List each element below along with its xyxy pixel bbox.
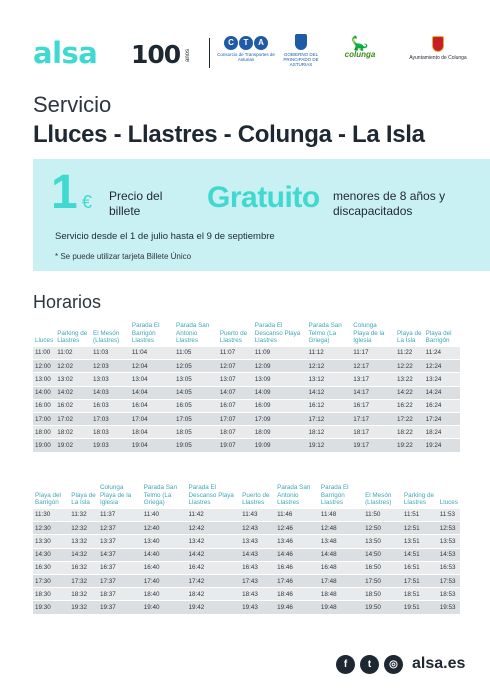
table-row [33,386,460,399]
time-cell: 13:48 [319,535,363,548]
time-cell: 14:51 [402,548,438,561]
time-cell: 18:30 [33,588,69,601]
time-cell: 13:53 [438,535,460,548]
time-cell: 18:40 [142,588,187,601]
time-cell: 17:02 [55,412,91,425]
time-cell: 12:00 [33,360,55,373]
time-cell: 12:53 [438,522,460,535]
time-cell: 14:03 [91,386,130,399]
time-cell: 16:40 [142,561,187,574]
time-cell: 13:03 [91,373,130,386]
time-cell: 11:46 [275,509,319,522]
time-cell: 18:22 [395,426,424,439]
time-cell: 19:40 [142,601,187,614]
colunga-caption: colunga [344,50,376,59]
time-cell: 12:24 [424,360,460,373]
column-header: Parada El Barrigón Llastres [320,484,349,506]
time-cell: 16:43 [240,561,275,574]
time-cell: 17:32 [69,574,98,587]
time-cell: 18:48 [319,588,363,601]
column-header: Parada San Telmo (La Griega) [308,322,342,344]
cta-letter-t: T [239,36,253,50]
time-cell: 11:17 [351,347,395,360]
time-cell: 14:50 [363,548,402,561]
time-cell: 16:42 [186,561,240,574]
time-cell: 17:43 [240,574,275,587]
price-panel [33,159,490,271]
time-cell: 12:22 [395,360,424,373]
column-header: Parada El Barrigón Llastres [131,322,160,344]
table-row [33,426,460,439]
route-title: Lluces - Llastres - Colunga - La Isla [33,121,425,148]
time-cell: 16:30 [33,561,69,574]
time-cell: 16:50 [363,561,402,574]
time-cell: 17:51 [402,574,438,587]
table-row [33,548,460,561]
time-cell: 12:30 [33,522,69,535]
time-cell: 19:51 [402,601,438,614]
time-cell: 13:07 [218,373,253,386]
table-row [33,522,460,535]
time-cell: 11:07 [218,347,253,360]
table-row [33,360,460,373]
time-cell: 19:50 [363,601,402,614]
time-cell: 17:30 [33,574,69,587]
anniversary-100-logo: 100 [131,40,181,69]
time-cell: 17:07 [218,412,253,425]
table-row [33,601,460,614]
column-header: Parada San Telmo (La Griega) [143,484,177,506]
time-cell: 12:50 [363,522,402,535]
time-cell: 19:30 [33,601,69,614]
time-cell: 14:17 [351,386,395,399]
time-cell: 13:05 [174,373,218,386]
table-row [33,535,460,548]
column-header: El Mesón (Llastres) [93,329,120,344]
time-cell: 12:32 [69,522,98,535]
time-cell: 19:09 [253,439,307,452]
time-cell: 16:22 [395,399,424,412]
time-cell: 13:51 [402,535,438,548]
time-cell: 17:03 [91,412,130,425]
alsa-logo: alsa [33,36,98,70]
time-cell: 16:02 [55,399,91,412]
time-cell: 11:12 [307,347,352,360]
time-cell: 12:37 [98,522,142,535]
ticket-note: * Se puede utilizar tarjeta Billete Único [55,252,192,261]
twitter-icon[interactable]: t [360,655,379,674]
schedule-table-return [33,484,460,614]
time-cell: 17:50 [363,574,402,587]
time-cell: 14:37 [98,548,142,561]
time-cell: 16:09 [253,399,307,412]
schedule-title: Horarios [33,292,102,312]
column-header: Playa del Barrigón [425,329,452,344]
time-cell: 16:17 [351,399,395,412]
time-cell: 17:05 [174,412,218,425]
time-cell: 19:32 [69,601,98,614]
column-header: Puerto de Llastres [219,329,248,344]
time-cell: 16:37 [98,561,142,574]
ayuntamiento-logo [408,36,468,61]
time-cell: 14:12 [307,386,352,399]
cta-caption: Consorcio de Transportes de Asturias [217,52,275,62]
time-cell: 11:40 [142,509,187,522]
facebook-icon[interactable]: f [336,655,355,674]
time-cell: 19:05 [174,439,218,452]
time-cell: 12:40 [142,522,187,535]
column-header: Colunga Playa de la Iglesia [99,484,132,506]
time-cell: 14:42 [186,548,240,561]
time-cell: 16:00 [33,399,55,412]
colunga-shield-icon [432,36,444,52]
time-cell: 16:48 [319,561,363,574]
time-cell: 17:12 [307,412,352,425]
time-cell: 13:50 [363,535,402,548]
column-header: Parking de Llastres [57,329,88,344]
time-cell: 13:24 [424,373,460,386]
service-title: Servicio [33,92,112,117]
time-cell: 11:32 [69,509,98,522]
time-cell: 17:37 [98,574,142,587]
time-cell: 16:24 [424,399,460,412]
time-cell: 14:43 [240,548,275,561]
time-cell: 13:43 [240,535,275,548]
time-cell: 12:05 [174,360,218,373]
time-cell: 14:46 [275,548,319,561]
time-cell: 11:51 [402,509,438,522]
time-cell: 19:48 [319,601,363,614]
time-cell: 16:07 [218,399,253,412]
time-cell: 18:02 [55,426,91,439]
time-cell: 18:09 [253,426,307,439]
time-cell: 11:02 [55,347,91,360]
time-cell: 14:04 [130,386,174,399]
time-cell: 13:04 [130,373,174,386]
time-cell: 11:50 [363,509,402,522]
time-cell: 19:12 [307,439,352,452]
time-cell: 14:48 [319,548,363,561]
time-cell: 11:48 [319,509,363,522]
time-cell: 11:00 [33,347,55,360]
time-cell: 16:51 [402,561,438,574]
time-cell: 17:42 [186,574,240,587]
time-cell: 18:46 [275,588,319,601]
time-cell: 18:32 [69,588,98,601]
time-cell: 12:48 [319,522,363,535]
table-row [33,588,460,601]
time-cell: 16:03 [91,399,130,412]
table-row [33,412,460,425]
time-cell: 11:24 [424,347,460,360]
time-cell: 13:30 [33,535,69,548]
time-cell: 17:17 [351,412,395,425]
time-cell: 18:43 [240,588,275,601]
time-cell: 13:46 [275,535,319,548]
time-cell: 11:30 [33,509,69,522]
time-cell: 13:17 [351,373,395,386]
time-cell: 18:07 [218,426,253,439]
time-cell: 18:00 [33,426,55,439]
price-label: Precio del billete [109,189,163,218]
column-header: Parking de Llastres [403,491,435,506]
column-header: Parada El Descanso Playa Llastres [188,484,234,506]
time-cell: 19:22 [395,439,424,452]
time-cell: 19:24 [424,439,460,452]
time-cell: 13:12 [307,373,352,386]
time-cell: 11:43 [240,509,275,522]
time-cell: 19:02 [55,439,91,452]
time-cell: 16:04 [130,399,174,412]
time-cell: 13:32 [69,535,98,548]
column-header: Playa de La Isla [396,329,422,344]
time-cell: 19:53 [438,601,460,614]
time-cell: 14:32 [69,548,98,561]
column-header: Playa de La Isla [71,491,96,506]
time-cell: 18:51 [402,588,438,601]
column-header: Parada San Antonio Llastres [277,484,311,506]
column-header: El Mesón (Llastres) [365,491,392,506]
time-cell: 17:00 [33,412,55,425]
time-cell: 11:37 [98,509,142,522]
time-cell: 13:00 [33,373,55,386]
table-row [33,373,460,386]
time-cell: 14:05 [174,386,218,399]
time-cell: 17:53 [438,574,460,587]
time-cell: 13:09 [253,373,307,386]
colunga-tourism-logo [340,36,380,59]
time-cell: 12:12 [307,360,352,373]
time-cell: 17:22 [395,412,424,425]
website-link[interactable]: alsa.es [412,655,466,672]
time-cell: 19:17 [351,439,395,452]
asturias-caption: GOBIERNO DEL PRINCIPADO DE ASTURIAS [283,52,319,67]
table-row [33,574,460,587]
table-row [33,347,460,360]
time-cell: 14:40 [142,548,187,561]
time-cell: 18:50 [363,588,402,601]
time-cell: 17:24 [424,412,460,425]
column-header: Colunga Playa de la Iglesia [353,322,385,344]
time-cell: 18:17 [351,426,395,439]
time-cell: 12:04 [130,360,174,373]
table-row [33,509,460,522]
time-cell: 19:46 [275,601,319,614]
time-cell: 14:02 [55,386,91,399]
time-cell: 11:42 [186,509,240,522]
time-cell: 12:09 [253,360,307,373]
instagram-icon[interactable]: ◎ [384,655,403,674]
time-cell: 18:42 [186,588,240,601]
column-header: Lluces [35,337,54,344]
table-row [33,399,460,412]
table-row [33,439,460,452]
time-cell: 18:03 [91,426,130,439]
table-header-row [33,322,460,347]
time-cell: 17:04 [130,412,174,425]
time-cell: 19:03 [91,439,130,452]
time-cell: 13:42 [186,535,240,548]
table-row [33,561,460,574]
time-cell: 12:03 [91,360,130,373]
column-header: Parada El Descanso Playa Llastres [254,322,301,344]
price-currency: € [82,192,93,212]
column-header: Playa del Barrigón [35,491,61,506]
time-cell: 12:07 [218,360,253,373]
time-cell: 11:05 [174,347,218,360]
time-cell: 14:00 [33,386,55,399]
time-cell: 19:42 [186,601,240,614]
time-cell: 16:53 [438,561,460,574]
price-amount: 1 [51,166,78,219]
time-cell: 18:24 [424,426,460,439]
column-header: Parada San Antonio Llastres [176,322,210,344]
time-cell: 11:03 [91,347,130,360]
time-cell: 17:46 [275,574,319,587]
time-cell: 12:46 [275,522,319,535]
schedule-table-outbound [33,322,460,452]
time-cell: 18:05 [174,426,218,439]
ayuntamiento-caption: Ayuntamiento de Colunga [409,55,467,61]
footer [336,655,476,677]
header-logos [0,28,490,78]
table-header-row [33,484,460,509]
cta-letter-c: C [224,36,238,50]
time-cell: 14:07 [218,386,253,399]
asturias-shield-icon [295,34,307,50]
time-cell: 14:30 [33,548,69,561]
anniversary-years-label: años [185,48,191,62]
cta-logo [216,36,276,62]
time-cell: 11:53 [438,509,460,522]
time-cell: 14:22 [395,386,424,399]
time-cell: 11:22 [395,347,424,360]
time-cell: 17:40 [142,574,187,587]
time-cell: 16:05 [174,399,218,412]
time-cell: 18:53 [438,588,460,601]
time-cell: 12:02 [55,360,91,373]
time-cell: 19:37 [98,601,142,614]
time-cell: 14:24 [424,386,460,399]
time-cell: 14:09 [253,386,307,399]
time-cell: 16:32 [69,561,98,574]
time-cell: 16:12 [307,399,352,412]
time-cell: 19:04 [130,439,174,452]
time-cell: 13:40 [142,535,187,548]
time-cell: 12:42 [186,522,240,535]
column-header: Lluces [439,499,458,506]
time-cell: 19:00 [33,439,55,452]
time-cell: 18:37 [98,588,142,601]
time-cell: 12:51 [402,522,438,535]
asturias-logo [276,34,326,67]
time-cell: 17:09 [253,412,307,425]
time-cell: 12:17 [351,360,395,373]
logo-divider [209,38,210,68]
time-cell: 13:02 [55,373,91,386]
time-cell: 14:53 [438,548,460,561]
time-cell: 13:37 [98,535,142,548]
time-cell: 16:46 [275,561,319,574]
cta-letter-a: A [254,36,268,50]
service-dates: Servicio desde el 1 de julio hasta el 9 de septiembre [55,231,275,242]
time-cell: 19:07 [218,439,253,452]
time-cell: 17:48 [319,574,363,587]
time-cell: 13:22 [395,373,424,386]
free-conditions: menores de 8 años y discapacitados [333,189,446,218]
time-cell: 12:43 [240,522,275,535]
time-cell: 19:43 [240,601,275,614]
free-label: Gratuito [207,181,320,214]
dinosaur-icon: 🦕 [351,35,369,51]
time-cell: 18:12 [307,426,352,439]
time-cell: 11:04 [130,347,174,360]
time-cell: 18:04 [130,426,174,439]
column-header: Puerto de Llastres [242,491,270,506]
time-cell: 11:09 [253,347,307,360]
